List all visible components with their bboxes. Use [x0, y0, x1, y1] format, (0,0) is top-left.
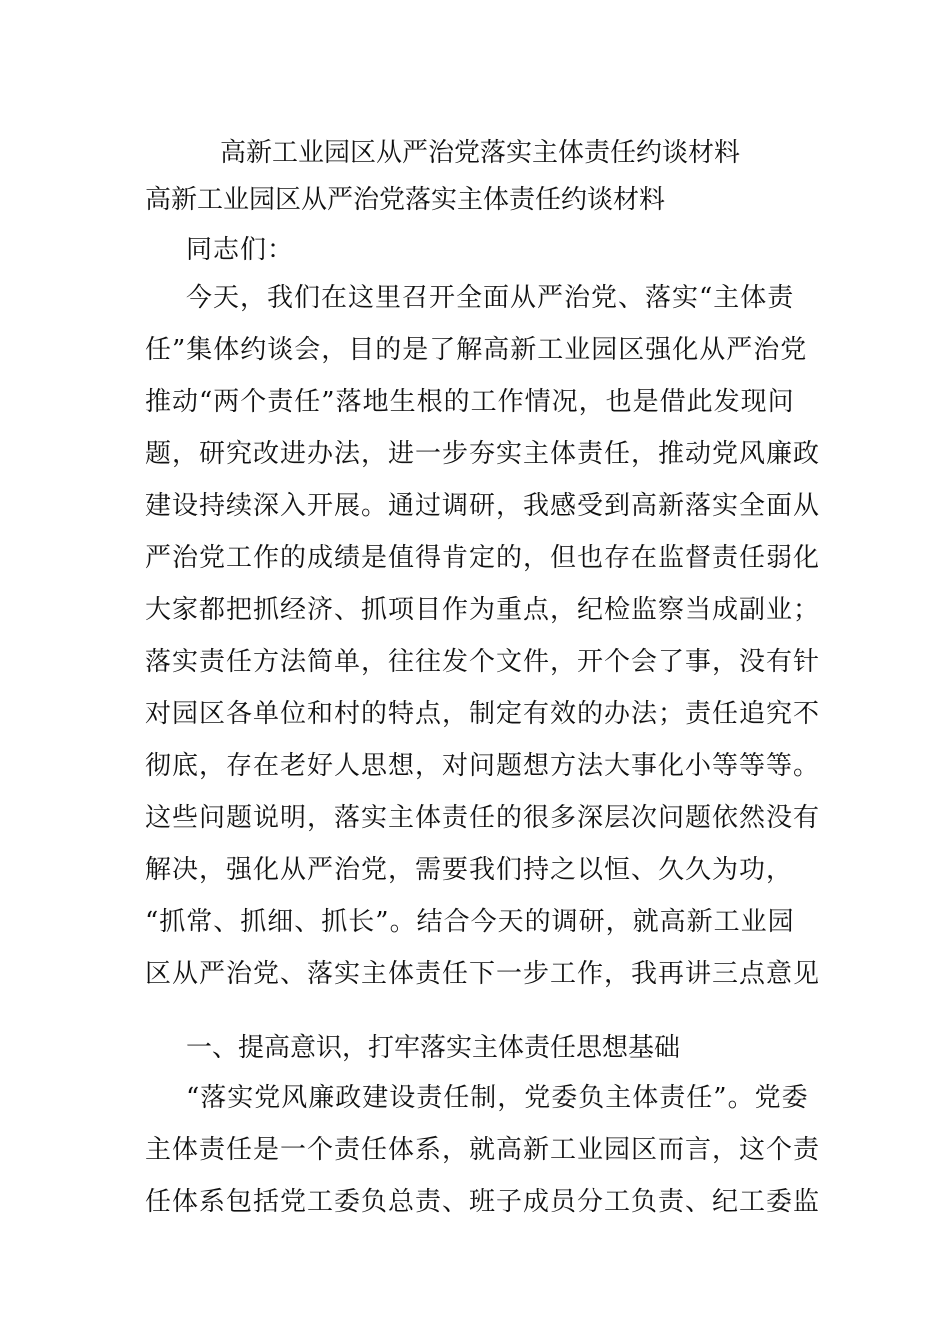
paragraph-line: 今天，我们在这里召开全面从严治党、落实“主体责 [186, 283, 795, 313]
paragraph-line: 区从严治党、落实主体责任下一步工作，我再讲三点意见 [145, 959, 821, 989]
paragraph-line: 建设持续深入开展。通过调研，我感受到高新落实全面从 [145, 491, 821, 521]
paragraph-line: 主体责任是一个责任体系，就高新工业园区而言，这个责 [145, 1135, 821, 1165]
paragraph-line: “落实党风廉政建设责任制，党委负主体责任”。党委 [186, 1083, 809, 1113]
paragraph-line: 题，研究改进办法，进一步夯实主体责任，推动党风廉政 [145, 439, 821, 469]
paragraph-line: 落实责任方法简单，往往发个文件，开个会了事，没有针 [145, 647, 821, 677]
paragraph-line: 大家都把抓经济、抓项目作为重点，纪检监察当成副业； [145, 595, 821, 625]
paragraph-line: “抓常、抓细、抓长”。结合今天的调研，就高新工业园 [145, 907, 795, 937]
paragraph-line: 对园区各单位和村的特点，制定有效的办法；责任追究不 [145, 699, 821, 729]
paragraph-line: 严治党工作的成绩是值得肯定的，但也存在监督责任弱化 [145, 543, 821, 573]
paragraph-line: 解决，强化从严治党，需要我们持之以恒、久久为功， [145, 855, 794, 885]
paragraph-line: 任”集体约谈会，目的是了解高新工业园区强化从严治党 [145, 335, 808, 365]
paragraph-line: 彻底，存在老好人思想，对问题想方法大事化小等等等。 [145, 751, 821, 781]
paragraph-line: 推动“两个责任”落地生根的工作情况，也是借此发现问 [145, 387, 795, 417]
section-heading-1: 一、提高意识，打牢落实主体责任思想基础 [186, 1033, 681, 1063]
document-title: 高新工业园区从严治党落实主体责任约谈材料 [220, 138, 741, 168]
salutation: 同志们： [186, 235, 295, 265]
paragraph-line: 这些问题说明，落实主体责任的很多深层次问题依然没有 [145, 803, 821, 833]
paragraph-line: 任体系包括党工委负总责、班子成员分工负责、纪工委监 [145, 1187, 821, 1217]
document-subtitle: 高新工业园区从严治党落实主体责任约谈材料 [145, 185, 666, 215]
